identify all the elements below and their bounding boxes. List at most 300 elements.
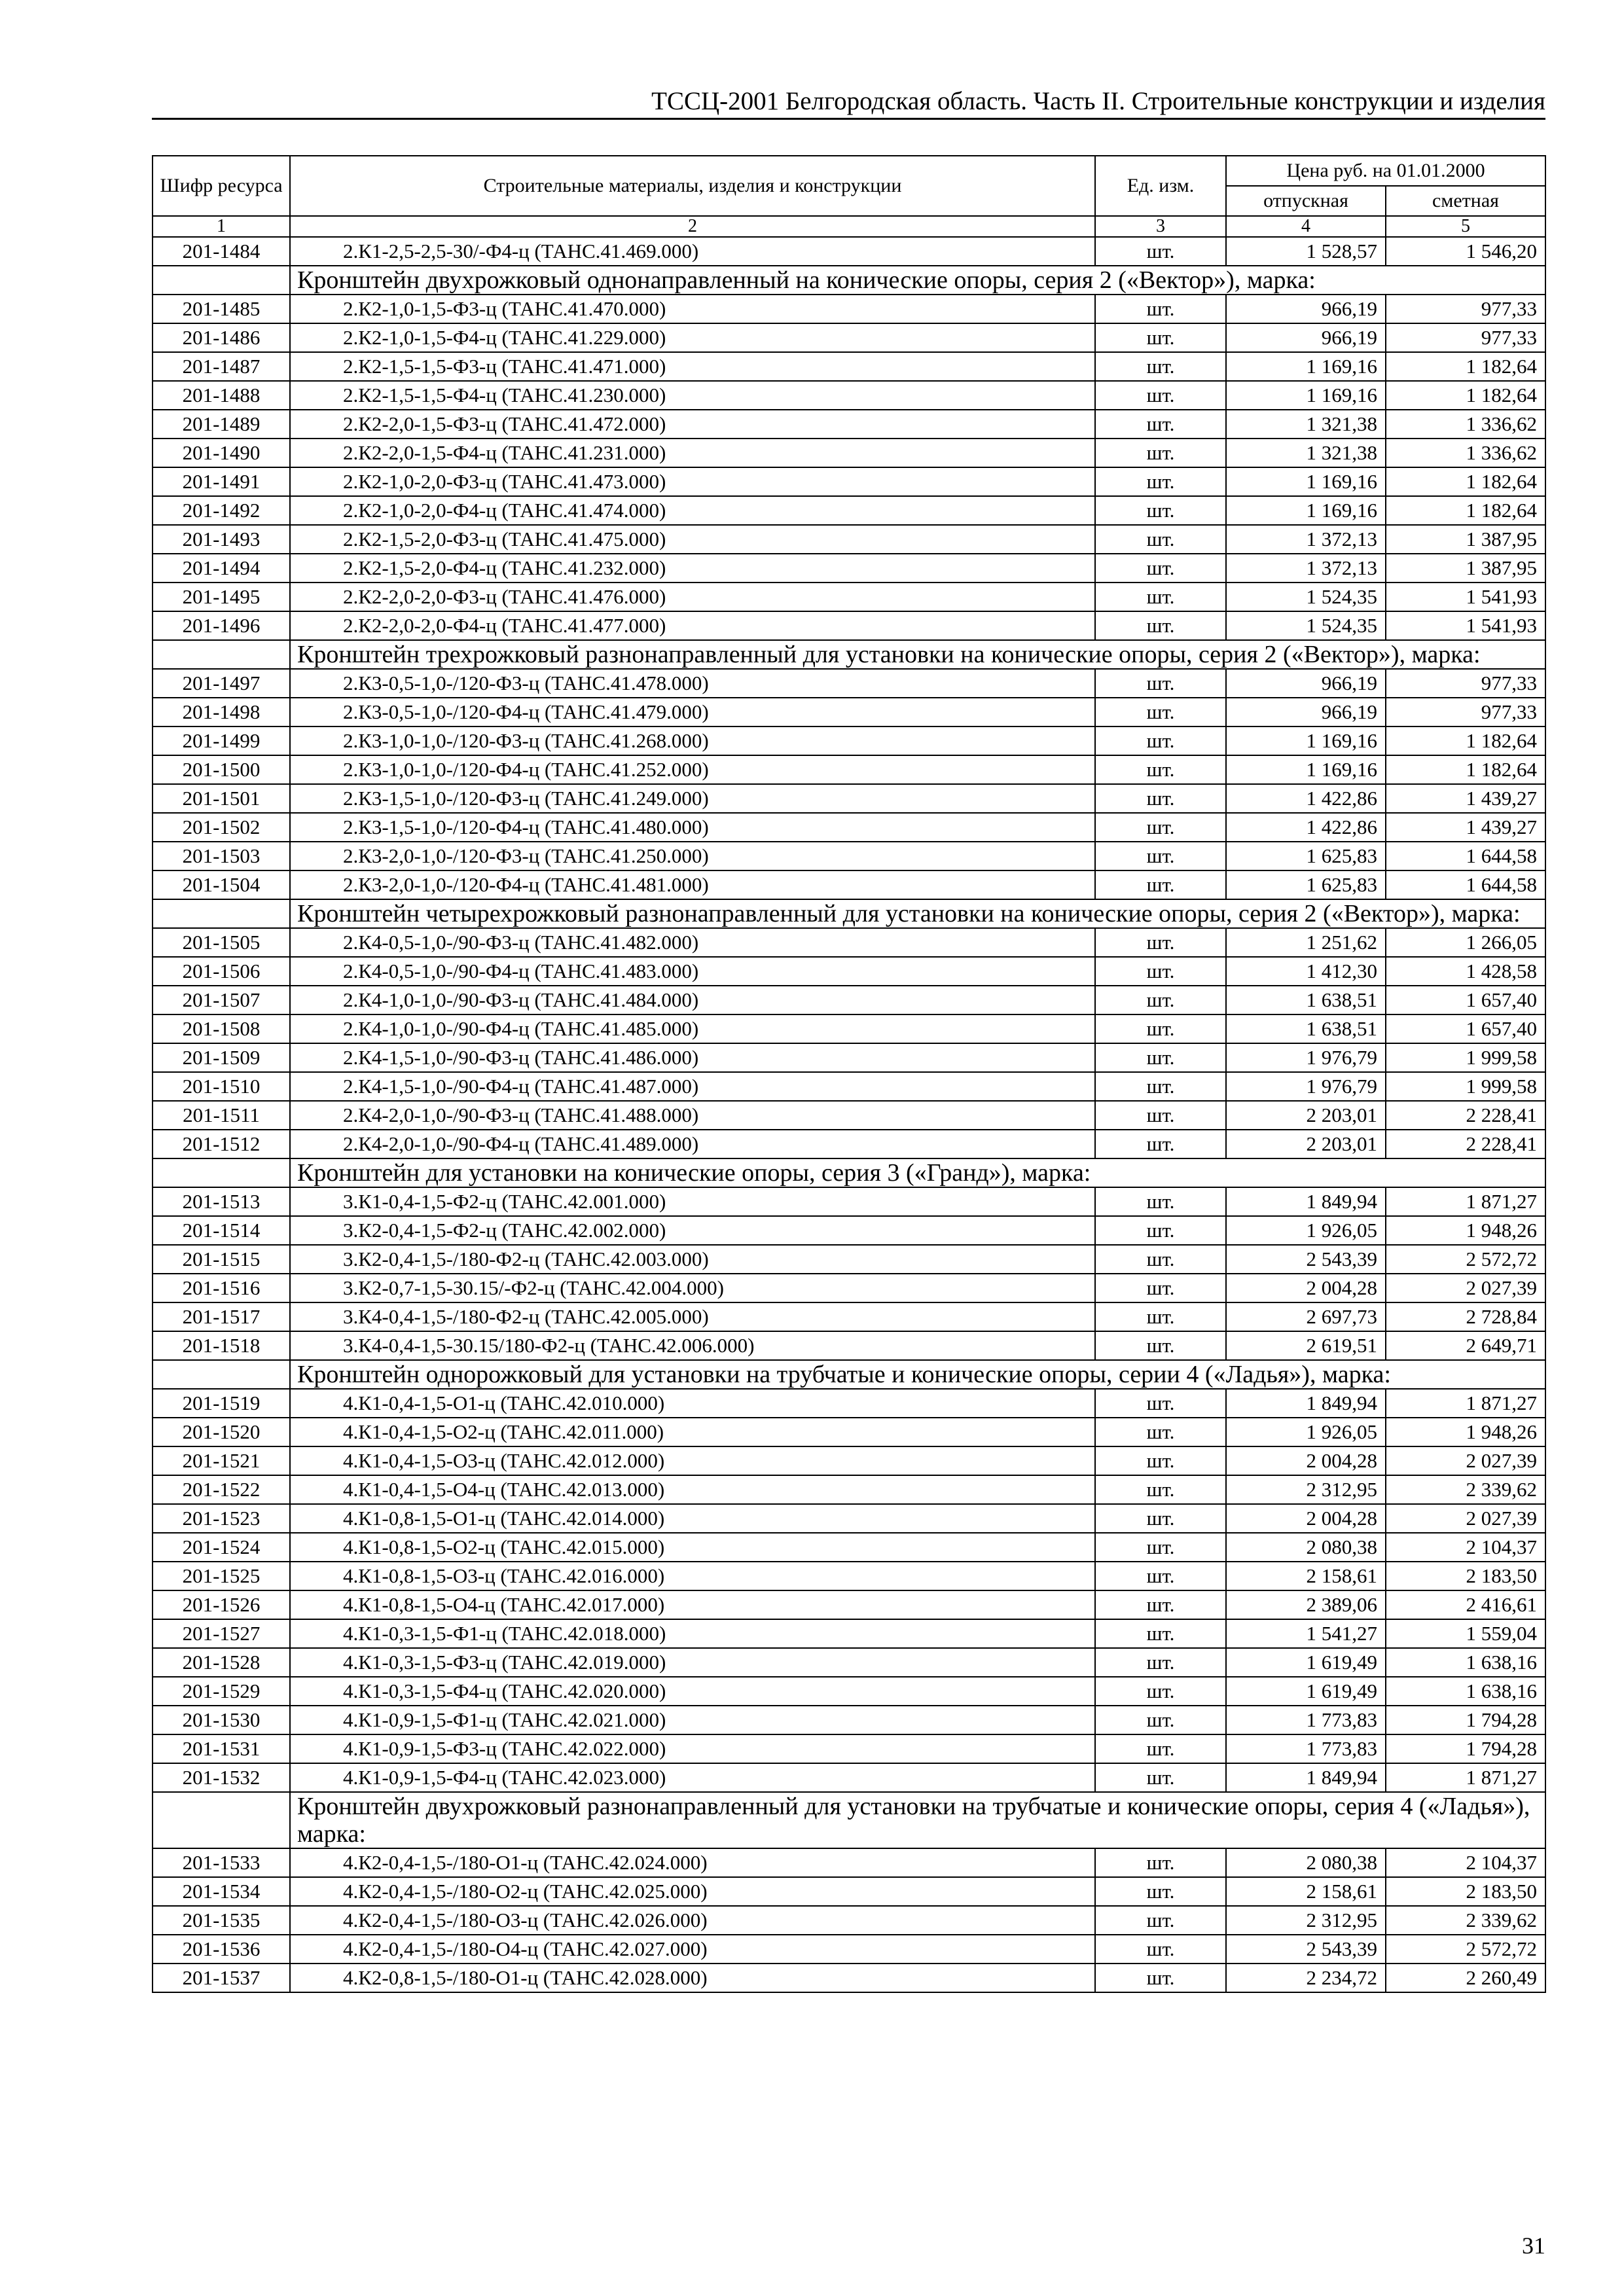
price-release: 1 638,51 bbox=[1226, 1014, 1386, 1043]
price-estimate: 1 644,58 bbox=[1386, 842, 1545, 870]
resource-code: 201-1515 bbox=[153, 1245, 290, 1274]
item-unit: шт. bbox=[1095, 755, 1226, 784]
price-estimate: 1 182,64 bbox=[1386, 352, 1545, 381]
price-release: 2 203,01 bbox=[1226, 1101, 1386, 1130]
price-release: 2 312,95 bbox=[1226, 1475, 1386, 1504]
resource-code: 201-1526 bbox=[153, 1590, 290, 1619]
price-estimate: 1 638,16 bbox=[1386, 1648, 1545, 1677]
price-release: 1 321,38 bbox=[1226, 410, 1386, 439]
item-unit: шт. bbox=[1095, 1848, 1226, 1877]
price-estimate: 1 657,40 bbox=[1386, 1014, 1545, 1043]
resource-code: 201-1493 bbox=[153, 525, 290, 554]
price-estimate: 2 183,50 bbox=[1386, 1562, 1545, 1590]
resource-code: 201-1529 bbox=[153, 1677, 290, 1706]
price-estimate: 1 638,16 bbox=[1386, 1677, 1545, 1706]
section-row bbox=[153, 899, 1545, 928]
table-row bbox=[153, 1619, 1545, 1648]
item-name: 4.К2-0,4-1,5-/180-О2-ц (ТАНС.42.025.000) bbox=[290, 1877, 1095, 1906]
price-estimate: 1 871,27 bbox=[1386, 1389, 1545, 1418]
item-unit: шт. bbox=[1095, 1302, 1226, 1331]
price-release: 2 697,73 bbox=[1226, 1302, 1386, 1331]
item-unit: шт. bbox=[1095, 1504, 1226, 1533]
item-name: 3.К2-0,4-1,5-Ф2-ц (ТАНС.42.002.000) bbox=[290, 1216, 1095, 1245]
price-estimate: 1 644,58 bbox=[1386, 870, 1545, 899]
item-name: 2.К4-2,0-1,0-/90-Ф4-ц (ТАНС.41.489.000) bbox=[290, 1130, 1095, 1158]
resource-code: 201-1492 bbox=[153, 496, 290, 525]
price-estimate: 2 104,37 bbox=[1386, 1848, 1545, 1877]
table-row bbox=[153, 1014, 1545, 1043]
price-release: 1 625,83 bbox=[1226, 870, 1386, 899]
price-release: 1 169,16 bbox=[1226, 381, 1386, 410]
item-name: 2.К2-2,0-2,0-Ф3-ц (ТАНС.41.476.000) bbox=[290, 583, 1095, 611]
section-empty-cell bbox=[153, 1158, 290, 1187]
table-row bbox=[153, 1877, 1545, 1906]
price-estimate: 1 948,26 bbox=[1386, 1216, 1545, 1245]
item-unit: шт. bbox=[1095, 1590, 1226, 1619]
table-row bbox=[153, 1187, 1545, 1216]
table-row bbox=[153, 1562, 1545, 1590]
price-estimate: 1 439,27 bbox=[1386, 813, 1545, 842]
price-estimate: 1 657,40 bbox=[1386, 986, 1545, 1014]
price-release: 1 541,27 bbox=[1226, 1619, 1386, 1648]
price-release: 1 849,94 bbox=[1226, 1187, 1386, 1216]
resource-code: 201-1521 bbox=[153, 1446, 290, 1475]
section-row bbox=[153, 1360, 1545, 1389]
price-release: 2 080,38 bbox=[1226, 1533, 1386, 1562]
header-code: Шифр ресурса bbox=[153, 156, 290, 216]
item-name: 2.К4-2,0-1,0-/90-Ф3-ц (ТАНС.41.488.000) bbox=[290, 1101, 1095, 1130]
price-release: 1 412,30 bbox=[1226, 957, 1386, 986]
item-unit: шт. bbox=[1095, 1072, 1226, 1101]
price-estimate: 1 559,04 bbox=[1386, 1619, 1545, 1648]
table-row bbox=[153, 1590, 1545, 1619]
item-unit: шт. bbox=[1095, 928, 1226, 957]
table-row bbox=[153, 583, 1545, 611]
resource-code: 201-1495 bbox=[153, 583, 290, 611]
price-release: 1 169,16 bbox=[1226, 352, 1386, 381]
resource-code: 201-1488 bbox=[153, 381, 290, 410]
resource-code: 201-1502 bbox=[153, 813, 290, 842]
resource-code: 201-1517 bbox=[153, 1302, 290, 1331]
price-release: 2 004,28 bbox=[1226, 1504, 1386, 1533]
item-name: 4.К1-0,3-1,5-Ф1-ц (ТАНС.42.018.000) bbox=[290, 1619, 1095, 1648]
item-name: 2.К4-1,5-1,0-/90-Ф3-ц (ТАНС.41.486.000) bbox=[290, 1043, 1095, 1072]
resource-code: 201-1505 bbox=[153, 928, 290, 957]
price-estimate: 1 439,27 bbox=[1386, 784, 1545, 813]
table-row bbox=[153, 496, 1545, 525]
price-release: 1 251,62 bbox=[1226, 928, 1386, 957]
header-unit: Ед. изм. bbox=[1095, 156, 1226, 216]
item-name: 2.К2-1,5-1,5-Ф4-ц (ТАНС.41.230.000) bbox=[290, 381, 1095, 410]
section-empty-cell bbox=[153, 1792, 290, 1848]
section-row bbox=[153, 1158, 1545, 1187]
resource-code: 201-1513 bbox=[153, 1187, 290, 1216]
section-title: Кронштейн четырехрожковый разнонаправленный для установки на конические опоры, серия 2 («Вектор»), марка: bbox=[290, 899, 1545, 928]
item-name: 3.К1-0,4-1,5-Ф2-ц (ТАНС.42.001.000) bbox=[290, 1187, 1095, 1216]
item-name: 2.К2-1,5-2,0-Ф4-ц (ТАНС.41.232.000) bbox=[290, 554, 1095, 583]
resource-code: 201-1487 bbox=[153, 352, 290, 381]
item-unit: шт. bbox=[1095, 957, 1226, 986]
item-name: 4.К2-0,4-1,5-/180-О1-ц (ТАНС.42.024.000) bbox=[290, 1848, 1095, 1877]
price-release: 1 773,83 bbox=[1226, 1734, 1386, 1763]
item-name: 4.К2-0,4-1,5-/180-О3-ц (ТАНС.42.026.000) bbox=[290, 1906, 1095, 1935]
item-unit: шт. bbox=[1095, 1648, 1226, 1677]
table-body bbox=[153, 237, 1545, 1992]
table-row bbox=[153, 669, 1545, 698]
resource-code: 201-1537 bbox=[153, 1964, 290, 1992]
resource-code: 201-1497 bbox=[153, 669, 290, 698]
table-row bbox=[153, 1533, 1545, 1562]
item-unit: шт. bbox=[1095, 1331, 1226, 1360]
price-release: 2 619,51 bbox=[1226, 1331, 1386, 1360]
price-estimate: 1 794,28 bbox=[1386, 1734, 1545, 1763]
table-row bbox=[153, 1072, 1545, 1101]
page-number: 31 bbox=[1522, 2233, 1545, 2259]
item-unit: шт. bbox=[1095, 842, 1226, 870]
item-unit: шт. bbox=[1095, 611, 1226, 640]
resource-code: 201-1512 bbox=[153, 1130, 290, 1158]
table-row bbox=[153, 1446, 1545, 1475]
table-row bbox=[153, 410, 1545, 439]
price-estimate: 1 871,27 bbox=[1386, 1187, 1545, 1216]
item-name: 4.К1-0,3-1,5-Ф4-ц (ТАНС.42.020.000) bbox=[290, 1677, 1095, 1706]
item-unit: шт. bbox=[1095, 1763, 1226, 1792]
price-release: 1 638,51 bbox=[1226, 986, 1386, 1014]
price-estimate: 1 336,62 bbox=[1386, 410, 1545, 439]
resource-code: 201-1489 bbox=[153, 410, 290, 439]
table-row bbox=[153, 928, 1545, 957]
resource-code: 201-1516 bbox=[153, 1274, 290, 1302]
price-release: 1 169,16 bbox=[1226, 496, 1386, 525]
price-release: 1 976,79 bbox=[1226, 1072, 1386, 1101]
table-row bbox=[153, 1848, 1545, 1877]
price-release: 2 080,38 bbox=[1226, 1848, 1386, 1877]
price-estimate: 977,33 bbox=[1386, 669, 1545, 698]
item-name: 4.К1-0,8-1,5-О4-ц (ТАНС.42.017.000) bbox=[290, 1590, 1095, 1619]
section-title: Кронштейн однорожковый для установки на трубчатые и конические опоры, серии 4 («Ладья»), марка: bbox=[290, 1360, 1545, 1389]
price-release: 1 849,94 bbox=[1226, 1389, 1386, 1418]
resource-code: 201-1520 bbox=[153, 1418, 290, 1446]
item-name: 2.К2-1,0-1,5-Ф4-ц (ТАНС.41.229.000) bbox=[290, 323, 1095, 352]
table-row bbox=[153, 1706, 1545, 1734]
item-unit: шт. bbox=[1095, 1014, 1226, 1043]
table-row bbox=[153, 1734, 1545, 1763]
item-unit: шт. bbox=[1095, 323, 1226, 352]
price-release: 1 422,86 bbox=[1226, 813, 1386, 842]
table-row bbox=[153, 1043, 1545, 1072]
item-name: 4.К1-0,4-1,5-О3-ц (ТАНС.42.012.000) bbox=[290, 1446, 1095, 1475]
price-release: 1 372,13 bbox=[1226, 554, 1386, 583]
item-unit: шт. bbox=[1095, 870, 1226, 899]
price-release: 966,19 bbox=[1226, 698, 1386, 726]
resource-code: 201-1503 bbox=[153, 842, 290, 870]
price-estimate: 1 541,93 bbox=[1386, 611, 1545, 640]
resource-code: 201-1499 bbox=[153, 726, 290, 755]
price-estimate: 1 387,95 bbox=[1386, 554, 1545, 583]
price-estimate: 2 027,39 bbox=[1386, 1446, 1545, 1475]
item-unit: шт. bbox=[1095, 986, 1226, 1014]
price-estimate: 1 266,05 bbox=[1386, 928, 1545, 957]
item-name: 2.К2-2,0-1,5-Ф4-ц (ТАНС.41.231.000) bbox=[290, 439, 1095, 467]
resource-code: 201-1501 bbox=[153, 784, 290, 813]
section-title: Кронштейн двухрожковый разнонаправленный для установки на трубчатые и конические опоры, серия 4 («Ладья»), марка: bbox=[290, 1792, 1545, 1848]
price-release: 2 004,28 bbox=[1226, 1446, 1386, 1475]
resource-code: 201-1496 bbox=[153, 611, 290, 640]
item-unit: шт. bbox=[1095, 237, 1226, 266]
resource-code: 201-1484 bbox=[153, 237, 290, 266]
price-estimate: 2 339,62 bbox=[1386, 1906, 1545, 1935]
price-release: 1 976,79 bbox=[1226, 1043, 1386, 1072]
resource-code: 201-1514 bbox=[153, 1216, 290, 1245]
item-unit: шт. bbox=[1095, 669, 1226, 698]
table-row bbox=[153, 1648, 1545, 1677]
price-estimate: 1 182,64 bbox=[1386, 755, 1545, 784]
price-release: 966,19 bbox=[1226, 669, 1386, 698]
item-unit: шт. bbox=[1095, 1562, 1226, 1590]
column-number: 2 bbox=[290, 216, 1095, 237]
price-estimate: 2 572,72 bbox=[1386, 1935, 1545, 1964]
resource-code: 201-1519 bbox=[153, 1389, 290, 1418]
section-title: Кронштейн для установки на конические опоры, серия 3 («Гранд»), марка: bbox=[290, 1158, 1545, 1187]
price-release: 2 543,39 bbox=[1226, 1935, 1386, 1964]
item-unit: шт. bbox=[1095, 1274, 1226, 1302]
table-row bbox=[153, 1504, 1545, 1533]
item-name: 2.К4-1,0-1,0-/90-Ф3-ц (ТАНС.41.484.000) bbox=[290, 986, 1095, 1014]
item-name: 2.К3-2,0-1,0-/120-Ф3-ц (ТАНС.41.250.000) bbox=[290, 842, 1095, 870]
item-unit: шт. bbox=[1095, 1216, 1226, 1245]
header-price-release: отпускная bbox=[1226, 186, 1386, 216]
resource-code: 201-1531 bbox=[153, 1734, 290, 1763]
table-row bbox=[153, 1130, 1545, 1158]
resource-code: 201-1518 bbox=[153, 1331, 290, 1360]
table-row bbox=[153, 1418, 1545, 1446]
resource-code: 201-1532 bbox=[153, 1763, 290, 1792]
item-unit: шт. bbox=[1095, 295, 1226, 323]
table-row bbox=[153, 1677, 1545, 1706]
item-unit: шт. bbox=[1095, 1619, 1226, 1648]
price-release: 2 389,06 bbox=[1226, 1590, 1386, 1619]
section-title: Кронштейн двухрожковый однонаправленный на конические опоры, серия 2 («Вектор»), марка: bbox=[290, 266, 1545, 295]
price-release: 2 158,61 bbox=[1226, 1877, 1386, 1906]
item-unit: шт. bbox=[1095, 1245, 1226, 1274]
resource-code: 201-1527 bbox=[153, 1619, 290, 1648]
price-estimate: 2 728,84 bbox=[1386, 1302, 1545, 1331]
item-name: 3.К4-0,4-1,5-/180-Ф2-ц (ТАНС.42.005.000) bbox=[290, 1302, 1095, 1331]
table-row bbox=[153, 1331, 1545, 1360]
item-unit: шт. bbox=[1095, 1475, 1226, 1504]
item-unit: шт. bbox=[1095, 439, 1226, 467]
resource-code: 201-1533 bbox=[153, 1848, 290, 1877]
price-estimate: 977,33 bbox=[1386, 295, 1545, 323]
price-release: 1 169,16 bbox=[1226, 726, 1386, 755]
item-name: 3.К2-0,7-1,5-30.15/-Ф2-ц (ТАНС.42.004.000) bbox=[290, 1274, 1095, 1302]
price-estimate: 1 428,58 bbox=[1386, 957, 1545, 986]
table-row bbox=[153, 323, 1545, 352]
resource-code: 201-1491 bbox=[153, 467, 290, 496]
item-name: 4.К1-0,9-1,5-Ф4-ц (ТАНС.42.023.000) bbox=[290, 1763, 1095, 1792]
resource-code: 201-1507 bbox=[153, 986, 290, 1014]
item-name: 2.К2-2,0-2,0-Ф4-ц (ТАНС.41.477.000) bbox=[290, 611, 1095, 640]
price-estimate: 1 871,27 bbox=[1386, 1763, 1545, 1792]
table-row bbox=[153, 813, 1545, 842]
item-name: 4.К2-0,4-1,5-/180-О4-ц (ТАНС.42.027.000) bbox=[290, 1935, 1095, 1964]
resource-code: 201-1523 bbox=[153, 1504, 290, 1533]
price-estimate: 2 416,61 bbox=[1386, 1590, 1545, 1619]
resource-code: 201-1506 bbox=[153, 957, 290, 986]
resource-code: 201-1508 bbox=[153, 1014, 290, 1043]
table-row bbox=[153, 611, 1545, 640]
price-estimate: 2 339,62 bbox=[1386, 1475, 1545, 1504]
item-unit: шт. bbox=[1095, 698, 1226, 726]
item-name: 2.К2-1,0-1,5-Ф3-ц (ТАНС.41.470.000) bbox=[290, 295, 1095, 323]
resource-code: 201-1498 bbox=[153, 698, 290, 726]
price-estimate: 1 999,58 bbox=[1386, 1072, 1545, 1101]
resource-code: 201-1485 bbox=[153, 295, 290, 323]
price-estimate: 2 228,41 bbox=[1386, 1101, 1545, 1130]
table-row bbox=[153, 381, 1545, 410]
column-number: 5 bbox=[1386, 216, 1545, 237]
price-release: 1 926,05 bbox=[1226, 1216, 1386, 1245]
resource-code: 201-1525 bbox=[153, 1562, 290, 1590]
item-unit: шт. bbox=[1095, 525, 1226, 554]
item-name: 2.К3-1,0-1,0-/120-Ф3-ц (ТАНС.41.268.000) bbox=[290, 726, 1095, 755]
column-number: 4 bbox=[1226, 216, 1386, 237]
item-unit: шт. bbox=[1095, 381, 1226, 410]
resource-code: 201-1486 bbox=[153, 323, 290, 352]
price-release: 1 625,83 bbox=[1226, 842, 1386, 870]
item-name: 2.К2-1,0-2,0-Ф4-ц (ТАНС.41.474.000) bbox=[290, 496, 1095, 525]
price-estimate: 1 541,93 bbox=[1386, 583, 1545, 611]
price-release: 2 543,39 bbox=[1226, 1245, 1386, 1274]
item-unit: шт. bbox=[1095, 1533, 1226, 1562]
price-release: 2 203,01 bbox=[1226, 1130, 1386, 1158]
item-unit: шт. bbox=[1095, 1677, 1226, 1706]
item-name: 4.К1-0,4-1,5-О1-ц (ТАНС.42.010.000) bbox=[290, 1389, 1095, 1418]
resource-code: 201-1522 bbox=[153, 1475, 290, 1504]
price-estimate: 2 027,39 bbox=[1386, 1504, 1545, 1533]
table-row bbox=[153, 870, 1545, 899]
price-estimate: 2 183,50 bbox=[1386, 1877, 1545, 1906]
price-estimate: 2 104,37 bbox=[1386, 1533, 1545, 1562]
price-release: 1 372,13 bbox=[1226, 525, 1386, 554]
table-row bbox=[153, 784, 1545, 813]
item-unit: шт. bbox=[1095, 1101, 1226, 1130]
item-name: 4.К1-0,8-1,5-О1-ц (ТАНС.42.014.000) bbox=[290, 1504, 1095, 1533]
price-release: 2 158,61 bbox=[1226, 1562, 1386, 1590]
item-unit: шт. bbox=[1095, 1446, 1226, 1475]
table-row bbox=[153, 1935, 1545, 1964]
section-empty-cell bbox=[153, 1360, 290, 1389]
running-header: ТССЦ-2001 Белгородская область. Часть II. Строительные конструкции и изделия bbox=[152, 85, 1545, 120]
item-name: 4.К1-0,8-1,5-О2-ц (ТАНС.42.015.000) bbox=[290, 1533, 1095, 1562]
price-release: 1 849,94 bbox=[1226, 1763, 1386, 1792]
item-unit: шт. bbox=[1095, 1706, 1226, 1734]
item-name: 2.К4-0,5-1,0-/90-Ф4-ц (ТАНС.41.483.000) bbox=[290, 957, 1095, 986]
table-row bbox=[153, 986, 1545, 1014]
price-estimate: 1 182,64 bbox=[1386, 467, 1545, 496]
price-estimate: 1 387,95 bbox=[1386, 525, 1545, 554]
table-row bbox=[153, 957, 1545, 986]
table-row bbox=[153, 698, 1545, 726]
resource-code: 201-1524 bbox=[153, 1533, 290, 1562]
price-estimate: 1 999,58 bbox=[1386, 1043, 1545, 1072]
item-unit: шт. bbox=[1095, 1964, 1226, 1992]
resource-code: 201-1510 bbox=[153, 1072, 290, 1101]
table-row bbox=[153, 1389, 1545, 1418]
item-name: 2.К1-2,5-2,5-30/-Ф4-ц (ТАНС.41.469.000) bbox=[290, 237, 1095, 266]
item-name: 3.К4-0,4-1,5-30.15/180-Ф2-ц (ТАНС.42.006.000) bbox=[290, 1331, 1095, 1360]
item-unit: шт. bbox=[1095, 496, 1226, 525]
item-unit: шт. bbox=[1095, 1734, 1226, 1763]
item-unit: шт. bbox=[1095, 1130, 1226, 1158]
resource-code: 201-1494 bbox=[153, 554, 290, 583]
resource-code: 201-1500 bbox=[153, 755, 290, 784]
item-name: 2.К2-1,5-2,0-Ф3-ц (ТАНС.41.475.000) bbox=[290, 525, 1095, 554]
price-estimate: 2 649,71 bbox=[1386, 1331, 1545, 1360]
item-unit: шт. bbox=[1095, 1043, 1226, 1072]
item-unit: шт. bbox=[1095, 1877, 1226, 1906]
price-release: 2 234,72 bbox=[1226, 1964, 1386, 1992]
price-estimate: 977,33 bbox=[1386, 698, 1545, 726]
item-name: 2.К3-1,0-1,0-/120-Ф4-ц (ТАНС.41.252.000) bbox=[290, 755, 1095, 784]
item-unit: шт. bbox=[1095, 1418, 1226, 1446]
resource-code: 201-1511 bbox=[153, 1101, 290, 1130]
item-unit: шт. bbox=[1095, 352, 1226, 381]
price-estimate: 2 260,49 bbox=[1386, 1964, 1545, 1992]
item-name: 3.К2-0,4-1,5-/180-Ф2-ц (ТАНС.42.003.000) bbox=[290, 1245, 1095, 1274]
header-name: Строительные материалы, изделия и конструкции bbox=[290, 156, 1095, 216]
item-name: 2.К3-0,5-1,0-/120-Ф4-ц (ТАНС.41.479.000) bbox=[290, 698, 1095, 726]
item-name: 2.К2-2,0-1,5-Ф3-ц (ТАНС.41.472.000) bbox=[290, 410, 1095, 439]
header-price-group: Цена руб. на 01.01.2000 bbox=[1226, 156, 1545, 186]
table-row bbox=[153, 1101, 1545, 1130]
item-name: 4.К2-0,8-1,5-/180-О1-ц (ТАНС.42.028.000) bbox=[290, 1964, 1095, 1992]
table-row bbox=[153, 352, 1545, 381]
section-row bbox=[153, 640, 1545, 669]
column-number: 3 bbox=[1095, 216, 1226, 237]
item-unit: шт. bbox=[1095, 813, 1226, 842]
table-header bbox=[153, 156, 1545, 237]
table-row bbox=[153, 842, 1545, 870]
item-name: 2.К3-1,5-1,0-/120-Ф3-ц (ТАНС.41.249.000) bbox=[290, 784, 1095, 813]
table-row bbox=[153, 1475, 1545, 1504]
item-name: 4.К1-0,4-1,5-О4-ц (ТАНС.42.013.000) bbox=[290, 1475, 1095, 1504]
table-row bbox=[153, 726, 1545, 755]
section-row bbox=[153, 1792, 1545, 1848]
price-table bbox=[152, 155, 1546, 1993]
item-unit: шт. bbox=[1095, 554, 1226, 583]
item-name: 2.К2-1,5-1,5-Ф3-ц (ТАНС.41.471.000) bbox=[290, 352, 1095, 381]
resource-code: 201-1490 bbox=[153, 439, 290, 467]
item-unit: шт. bbox=[1095, 583, 1226, 611]
price-release: 1 524,35 bbox=[1226, 583, 1386, 611]
item-name: 4.К1-0,3-1,5-Ф3-ц (ТАНС.42.019.000) bbox=[290, 1648, 1095, 1677]
item-name: 2.К2-1,0-2,0-Ф3-ц (ТАНС.41.473.000) bbox=[290, 467, 1095, 496]
price-release: 1 773,83 bbox=[1226, 1706, 1386, 1734]
resource-code: 201-1530 bbox=[153, 1706, 290, 1734]
price-release: 1 619,49 bbox=[1226, 1677, 1386, 1706]
price-estimate: 2 572,72 bbox=[1386, 1245, 1545, 1274]
item-name: 4.К1-0,9-1,5-Ф1-ц (ТАНС.42.021.000) bbox=[290, 1706, 1095, 1734]
resource-code: 201-1534 bbox=[153, 1877, 290, 1906]
section-row bbox=[153, 266, 1545, 295]
section-title: Кронштейн трехрожковый разнонаправленный для установки на конические опоры, серия 2 («Вектор»), марка: bbox=[290, 640, 1545, 669]
table-row bbox=[153, 525, 1545, 554]
item-unit: шт. bbox=[1095, 1187, 1226, 1216]
price-release: 1 528,57 bbox=[1226, 237, 1386, 266]
item-name: 4.К1-0,4-1,5-О2-ц (ТАНС.42.011.000) bbox=[290, 1418, 1095, 1446]
item-name: 4.К1-0,8-1,5-О3-ц (ТАНС.42.016.000) bbox=[290, 1562, 1095, 1590]
